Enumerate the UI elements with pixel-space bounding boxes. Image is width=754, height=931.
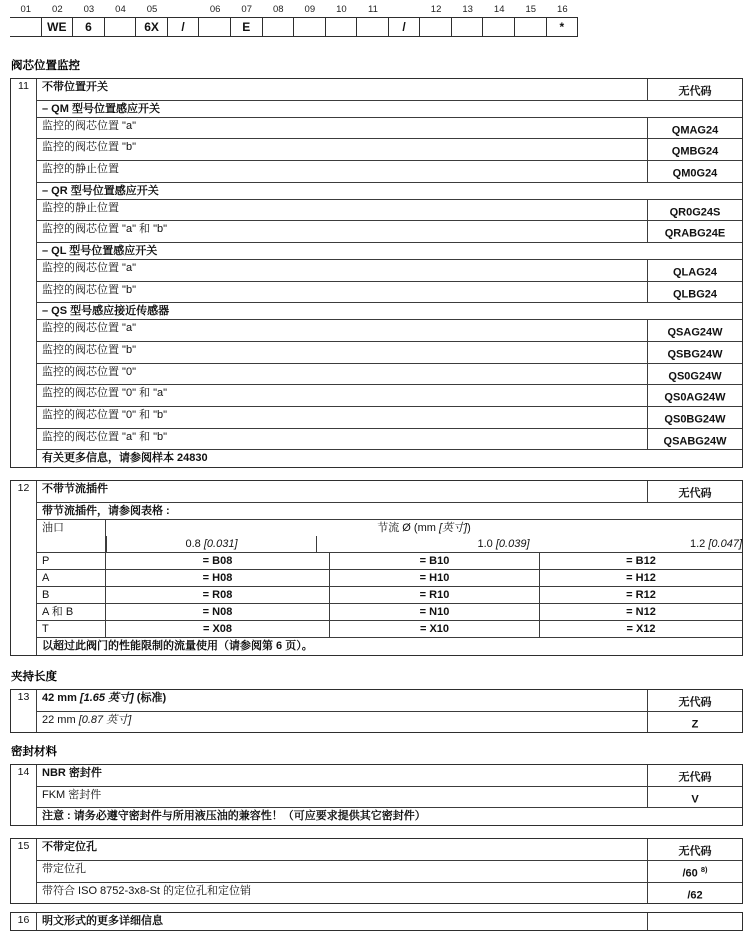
table-row <box>37 260 742 282</box>
row-code: V <box>647 787 742 808</box>
section-title-clamping-length: 夹持长度 <box>11 670 57 683</box>
row-code: QS0AG24W <box>647 385 742 406</box>
order-code-position-number: 07 <box>241 4 252 15</box>
throttle-code-cell: = X10 <box>329 621 539 637</box>
throttle-code-cell: = H08 <box>202 571 233 584</box>
throttle-code-cell: = X12 <box>539 621 742 637</box>
diameter-column-header: 1.0 [0.039] <box>316 536 690 552</box>
row-code: QS0BG24W <box>647 407 742 428</box>
table-row <box>37 79 742 101</box>
row-label: 以超过此阀门的性能限制的流量使用（请参阅第 6 页）。 <box>42 639 313 652</box>
order-code-position-number: 16 <box>557 4 568 15</box>
order-code-position-number: 04 <box>115 4 126 15</box>
row-code: QRABG24E <box>647 221 742 242</box>
order-code-value <box>420 17 452 37</box>
diameter-header-cell <box>106 520 742 552</box>
row-code: QS0G24W <box>647 364 742 385</box>
row-code: 无代码 <box>647 690 742 711</box>
order-code-cell <box>136 3 168 37</box>
throttle-code-cell: = B08 <box>202 554 233 567</box>
row-label: – QR 型号位置感应开关 <box>42 184 159 197</box>
port-cell: T <box>37 621 106 637</box>
row-code: 无代码 <box>647 765 742 786</box>
row-code: QSAG24W <box>647 320 742 341</box>
table-row <box>37 303 742 320</box>
order-code-cell <box>483 3 515 37</box>
row-code: Z <box>647 712 742 733</box>
order-code-value <box>263 17 295 37</box>
row-label: – QS 型号感应接近传感器 <box>42 305 170 318</box>
row-label: 监控的阀芯位置 "0" 和 "b" <box>42 408 168 421</box>
order-code-strip <box>10 3 578 37</box>
row-code: QMAG24 <box>647 118 742 139</box>
row-label: 监控的阀芯位置 "a" <box>42 119 136 132</box>
throttle-code-cell: = H12 <box>539 570 742 586</box>
diameter-header-title: 节流 Ø (mm [英寸]) <box>377 521 471 534</box>
order-code-position-number: 14 <box>493 4 505 15</box>
table-row <box>37 243 742 260</box>
port-cell: P <box>37 553 106 569</box>
order-code-cell <box>420 3 452 37</box>
order-code-cell <box>73 3 105 37</box>
diameter-column-header: 0.8 [0.031] <box>106 536 316 552</box>
table-row <box>37 364 742 386</box>
order-code-value <box>515 17 547 37</box>
order-code-value <box>452 17 484 37</box>
row-code: 无代码 <box>647 481 742 502</box>
section-title-seal-material: 密封材料 <box>11 746 57 759</box>
row-code: 无代码 <box>647 79 742 100</box>
table-row <box>37 101 742 118</box>
section-title-spool-position-monitoring: 阀芯位置监控 <box>11 60 80 72</box>
port-cell: A <box>37 570 106 586</box>
order-code-position-number: 08 <box>272 4 284 15</box>
row-label: 注意 : 请务必遵守密封件与所用液压油的兼容性！（可应要求提供其它密封件） <box>42 810 426 823</box>
throttle-table-row <box>37 621 742 638</box>
row-number: 14 <box>11 765 37 825</box>
table-row <box>37 282 742 304</box>
order-code-cell <box>105 3 137 37</box>
order-code-value: / <box>389 17 421 37</box>
row-code: QM0G24 <box>647 161 742 182</box>
order-code-value: * <box>547 17 579 37</box>
ordering-table-13 <box>10 689 743 733</box>
row-label: 明文形式的更多详细信息 <box>42 915 163 928</box>
order-code-position-number <box>389 3 421 17</box>
row-code <box>647 913 742 930</box>
table-row <box>37 883 742 904</box>
throttle-code-cell: = N12 <box>539 604 742 620</box>
table-row <box>37 407 742 429</box>
row-label: – QM 型号位置感应开关 <box>42 102 160 115</box>
table-row <box>37 712 742 733</box>
order-code-cell <box>389 3 421 37</box>
row-label: 有关更多信息，请参阅样本 24830 <box>42 452 208 465</box>
row-label: 监控的静止位置 <box>42 201 119 214</box>
order-code-cell <box>357 3 389 37</box>
order-code-position-number: 12 <box>430 4 442 15</box>
table-row <box>37 839 742 861</box>
table-row <box>37 690 742 712</box>
row-number: 13 <box>11 690 37 732</box>
order-code-position-number: 03 <box>83 4 95 15</box>
row-label: 监控的阀芯位置 "b" <box>42 343 136 356</box>
throttle-code-cell: = B12 <box>539 553 742 569</box>
row-code: QSABG24W <box>647 429 742 450</box>
row-label: 监控的阀芯位置 "a" 和 "b" <box>42 223 168 236</box>
order-code-cell <box>452 3 484 37</box>
order-code-cell <box>42 3 74 37</box>
order-code-value <box>357 17 389 37</box>
throttle-table-row <box>37 553 742 570</box>
table-row <box>37 320 742 342</box>
order-code-value: 6X <box>136 17 168 37</box>
order-code-cell <box>168 3 200 37</box>
row-code: QLAG24 <box>647 260 742 281</box>
throttle-code-cell: = X08 <box>202 622 233 635</box>
throttle-code-cell: = H10 <box>329 570 539 586</box>
table-row <box>37 861 742 883</box>
table-row <box>37 342 742 364</box>
order-code-cell <box>263 3 295 37</box>
throttle-insert-table <box>37 520 742 638</box>
port-header-cell: 油口 <box>37 520 106 552</box>
throttle-code-cell: = N10 <box>329 604 539 620</box>
table-row <box>37 429 742 451</box>
table-row <box>37 503 742 520</box>
table-row <box>37 787 742 809</box>
row-label: 监控的静止位置 <box>42 162 119 175</box>
order-code-cell <box>515 3 547 37</box>
order-code-value <box>294 17 326 37</box>
ordering-table-12 <box>10 480 743 656</box>
table-row <box>37 765 742 787</box>
row-code: QSBG24W <box>647 342 742 363</box>
order-code-cell <box>199 3 231 37</box>
row-label: 带定位孔 <box>42 863 86 876</box>
table-row <box>37 118 742 140</box>
table-row <box>37 638 742 655</box>
order-code-position-number: 05 <box>146 4 158 15</box>
throttle-code-cell: = R10 <box>329 587 539 603</box>
row-code: QMBG24 <box>647 139 742 160</box>
row-label: 监控的阀芯位置 "b" <box>42 141 136 154</box>
order-code-value <box>105 17 137 37</box>
order-code-value <box>10 17 42 37</box>
row-label: 监控的阀芯位置 "a" <box>42 261 136 274</box>
throttle-code-cell: = R08 <box>202 588 233 601</box>
order-code-value <box>483 17 515 37</box>
order-code-cell <box>547 3 579 37</box>
order-code-position-number: 13 <box>462 4 473 15</box>
row-label: 不带位置开关 <box>42 81 108 93</box>
row-label: 42 mm [1.65 英寸] (标准) <box>42 691 167 704</box>
diameter-column-header: 1.2 [0.047] <box>690 537 742 550</box>
order-code-cell <box>294 3 326 37</box>
table-row <box>37 808 742 825</box>
throttle-table-header <box>37 520 742 553</box>
row-label: 不带节流插件 <box>42 483 108 496</box>
table-row <box>37 385 742 407</box>
order-code-cell <box>10 3 42 37</box>
order-code-position-number: 09 <box>304 4 316 15</box>
row-code: 无代码 <box>647 839 742 860</box>
order-code-position-number: 01 <box>20 4 32 15</box>
row-label: 监控的阀芯位置 "0" 和 "a" <box>42 387 168 400</box>
row-label: 监控的阀芯位置 "b" <box>42 283 136 296</box>
order-code-value: / <box>168 17 200 37</box>
order-code-position-number: 11 <box>368 4 378 15</box>
order-code-cell <box>326 3 358 37</box>
row-number: 16 <box>11 913 37 930</box>
row-code: QLBG24 <box>647 282 742 303</box>
throttle-table-row <box>37 570 742 587</box>
table-row <box>37 481 742 503</box>
row-number: 15 <box>11 839 37 903</box>
row-label: FKM 密封件 <box>42 788 102 801</box>
port-cell: B <box>37 587 106 603</box>
ordering-table-11 <box>10 78 743 468</box>
order-code-value <box>326 17 358 37</box>
row-label: 带节流插件，请参阅表格 : <box>42 504 170 517</box>
order-code-position-number <box>168 3 200 17</box>
table-row <box>37 221 742 243</box>
order-code-position-number: 02 <box>52 4 63 15</box>
table-row <box>37 139 742 161</box>
ordering-table-15 <box>10 838 743 904</box>
row-label: 不带定位孔 <box>42 841 97 854</box>
throttle-table-row <box>37 587 742 604</box>
ordering-table-14 <box>10 764 743 826</box>
order-code-cell <box>231 3 263 37</box>
throttle-code-cell: = R12 <box>539 587 742 603</box>
port-cell: A 和 B <box>37 604 106 620</box>
table-row <box>37 450 742 467</box>
table-row <box>37 913 742 930</box>
table-row <box>37 200 742 222</box>
row-code: /62 <box>647 883 742 904</box>
order-code-value: E <box>231 17 263 37</box>
table-row <box>37 183 742 200</box>
row-number: 11 <box>11 79 37 467</box>
row-code: QR0G24S <box>647 200 742 221</box>
row-label: 监控的阀芯位置 "a" 和 "b" <box>42 430 168 443</box>
row-number: 12 <box>11 481 37 655</box>
throttle-code-cell: = N08 <box>202 605 233 618</box>
order-code-value <box>199 17 231 37</box>
order-code-value: WE <box>42 17 74 37</box>
table-row <box>37 161 742 183</box>
row-label: 带符合 ISO 8752-3x8-St 的定位孔和定位销 <box>42 884 252 897</box>
row-label: 监控的阀芯位置 "a" <box>42 322 136 335</box>
throttle-code-cell: = B10 <box>329 553 539 569</box>
order-code-position-number: 10 <box>336 4 347 15</box>
order-code-position-number: 06 <box>209 4 221 15</box>
row-code: /60 $^{8)}$ <box>647 861 742 882</box>
order-code-value: 6 <box>73 17 105 37</box>
row-label: NBR 密封件 <box>42 767 102 780</box>
order-code-position-number: 15 <box>525 4 537 15</box>
ordering-table-16 <box>10 912 743 931</box>
row-label: – QL 型号位置感应开关 <box>42 244 158 257</box>
row-label: 22 mm [0.87 英寸] <box>42 713 132 726</box>
throttle-table-row <box>37 604 742 621</box>
row-label: 监控的阀芯位置 "0" <box>42 365 136 378</box>
